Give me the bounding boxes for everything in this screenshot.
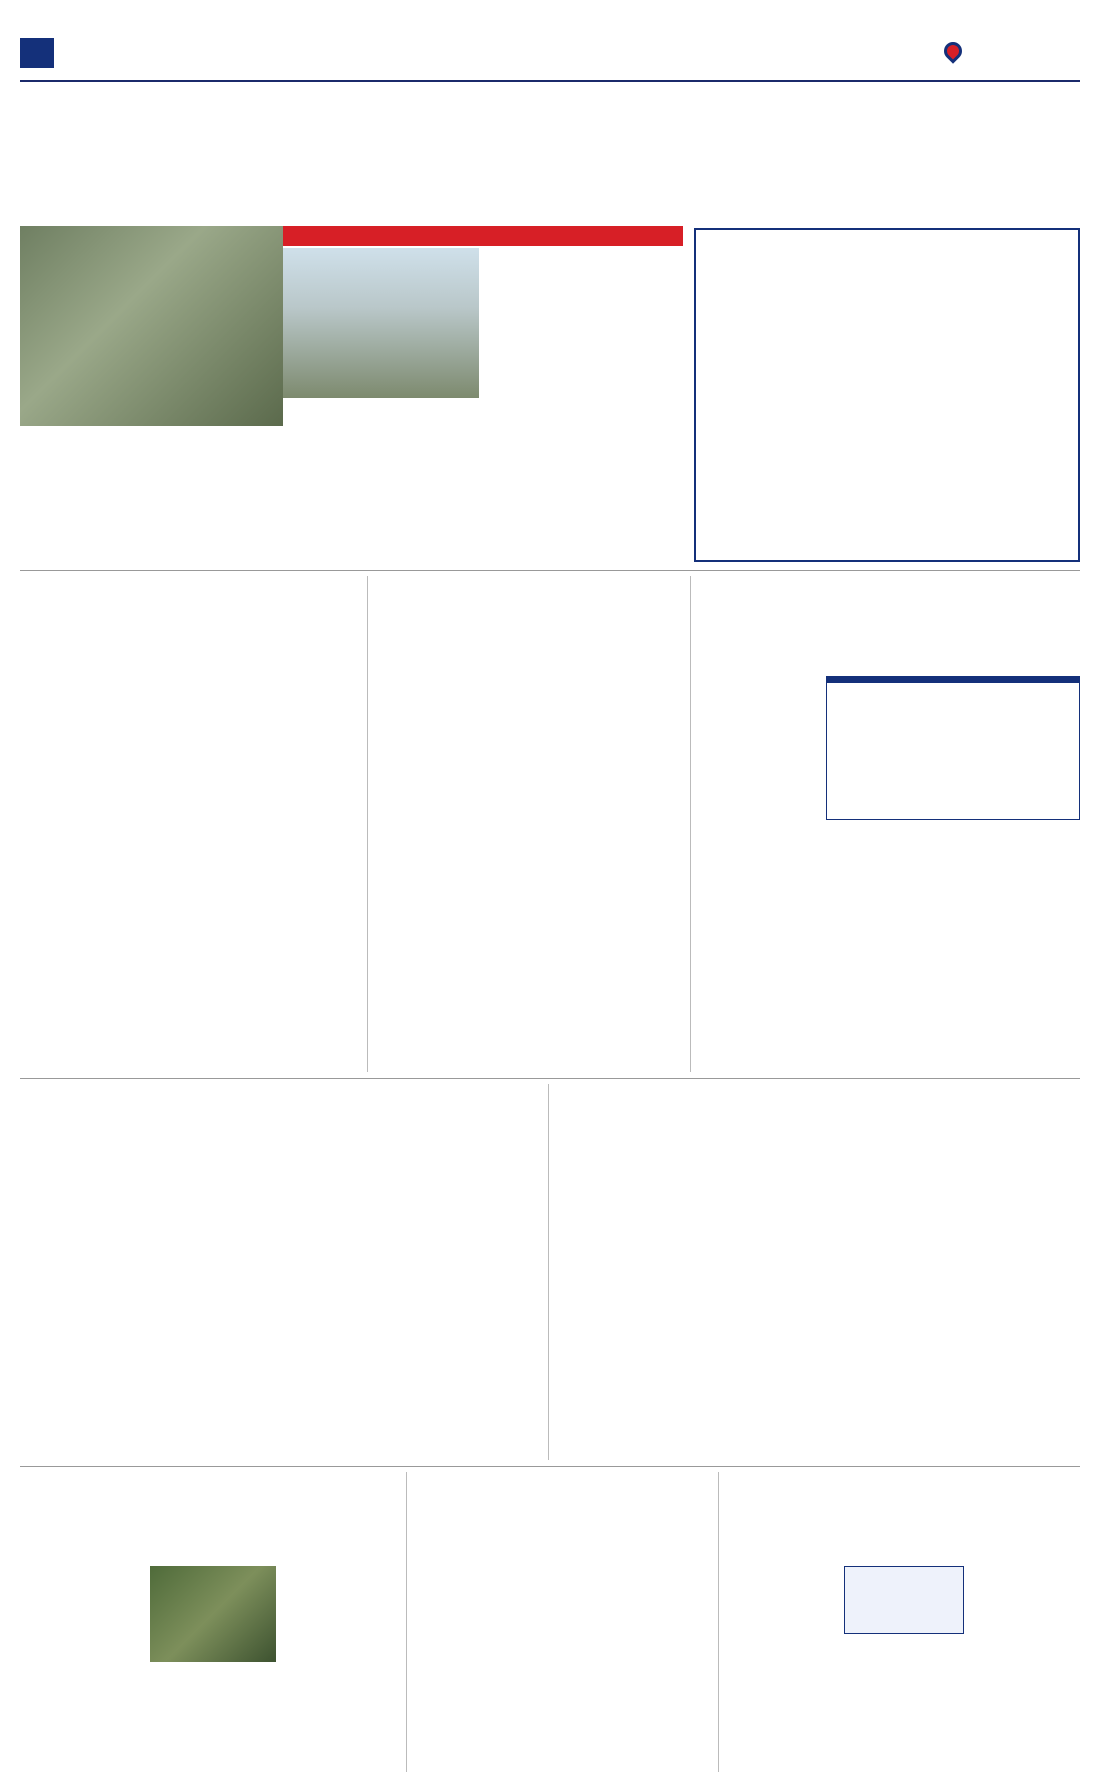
row3-text-1 (20, 1196, 540, 1460)
divider (548, 1084, 549, 1460)
row4-text-3a (724, 1566, 838, 1770)
row4-text-2 (412, 1558, 712, 1770)
inset-text (485, 248, 683, 426)
lead-text-a (20, 432, 146, 562)
lead-text-b (284, 432, 414, 562)
row4-text-3c (970, 1566, 1080, 1636)
row4-text-1b (150, 1666, 400, 1770)
row4-text-1a (20, 1566, 144, 1770)
divider (690, 576, 691, 1072)
row2-rule (20, 570, 1080, 571)
lead-text-c (420, 432, 682, 562)
row2-text-1 (20, 680, 360, 1072)
divider (367, 576, 368, 1072)
row3-text-2 (556, 1202, 1080, 1460)
inset-box (283, 226, 683, 426)
masthead (20, 34, 1080, 76)
divider (718, 1472, 719, 1772)
brand-pin-icon (940, 38, 965, 63)
row4-pullquote (844, 1566, 964, 1634)
row3-rule (20, 1078, 1080, 1079)
row4-text-3b (844, 1640, 1080, 1770)
row2-subhead (827, 677, 1079, 683)
row4-rule (20, 1466, 1080, 1467)
row2-text-3b (826, 826, 1080, 1072)
lead-text-a2 (152, 432, 278, 562)
page-number (20, 38, 54, 68)
row2-subbox (826, 676, 1080, 820)
row2-text-3a (696, 676, 820, 1072)
ballot-text (704, 294, 1070, 556)
divider (406, 1472, 407, 1772)
row2-text-2 (374, 664, 684, 1072)
school-photo (283, 248, 479, 398)
leopard-kill-photo (150, 1566, 276, 1662)
row2-subtext (831, 721, 1075, 817)
ballot-box (694, 228, 1080, 562)
masthead-rule (20, 80, 1080, 82)
voters-queue-photo (20, 226, 283, 426)
inset-title (283, 226, 683, 246)
